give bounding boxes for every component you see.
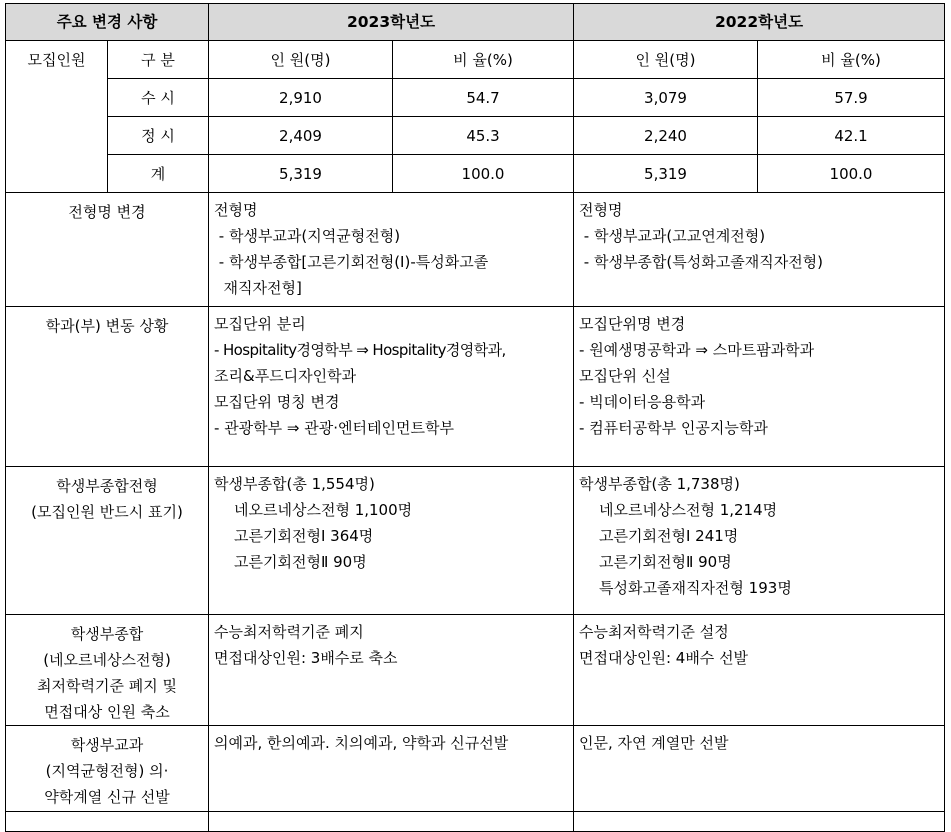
section-label-line: 최저학력기준 폐지 및 bbox=[37, 677, 177, 695]
header-changes: 주요 변경 사항 bbox=[6, 4, 209, 41]
empty-cell bbox=[6, 812, 209, 832]
ratio-2022: 42.1 bbox=[758, 117, 945, 155]
section-line: 모집단위 분리 bbox=[214, 315, 306, 333]
section-line: 모집단위 명칭 변경 bbox=[214, 393, 340, 411]
section-line: 재직자전형] bbox=[214, 279, 302, 297]
count-2023: 2,910 bbox=[209, 79, 393, 117]
section-line: 특성화고졸재직자전형 193명 bbox=[599, 579, 792, 597]
section-2022 bbox=[574, 615, 945, 726]
section-line: 면접대상인원: 4배수 선발 bbox=[579, 649, 749, 667]
count-2022: 3,079 bbox=[574, 79, 758, 117]
recruit-row-total bbox=[6, 155, 945, 193]
section-2023 bbox=[209, 726, 574, 812]
section-label bbox=[6, 726, 209, 812]
ratio-2023: 45.3 bbox=[393, 117, 574, 155]
section-line: - 원예생명공학과 ⇒ 스마트팜과학과 bbox=[579, 341, 815, 359]
section-line: 인문, 자연 계열만 선발 bbox=[579, 734, 729, 752]
section-2023 bbox=[209, 307, 574, 467]
section-2022 bbox=[574, 467, 945, 615]
section-line: 면접대상인원: 3배수로 축소 bbox=[214, 649, 398, 667]
section-label-line: 학과(부) 변동 상황 bbox=[45, 317, 169, 335]
recruit-row-susi bbox=[6, 79, 945, 117]
section-row bbox=[6, 726, 945, 812]
section-2022 bbox=[574, 307, 945, 467]
count-2022: 2,240 bbox=[574, 117, 758, 155]
section-line: 전형명 bbox=[579, 201, 623, 219]
sub-header: 구 분 bbox=[108, 41, 209, 79]
section-line: 학생부종합(총 1,554명) bbox=[214, 475, 375, 493]
section-2023 bbox=[209, 467, 574, 615]
header-2023: 2023학년도 bbox=[209, 4, 574, 41]
header-2022: 2022학년도 bbox=[574, 4, 945, 41]
admission-changes-table bbox=[5, 3, 945, 832]
section-line: 고른기회전형Ⅱ 90명 bbox=[599, 553, 732, 571]
section-line: 모집단위명 변경 bbox=[579, 315, 686, 333]
ratio-header-2023: 비 율(%) bbox=[393, 41, 574, 79]
section-label-line: 전형명 변경 bbox=[68, 203, 146, 221]
ratio-2023: 54.7 bbox=[393, 79, 574, 117]
recruit-row-jeongsi bbox=[6, 117, 945, 155]
section-label-line: 약학계열 신규 선발 bbox=[44, 788, 170, 806]
section-row bbox=[6, 467, 945, 615]
ratio-2023: 100.0 bbox=[393, 155, 574, 193]
section-line: 조리&푸드디자인학과 bbox=[214, 367, 357, 385]
ratio-header-2022: 비 율(%) bbox=[758, 41, 945, 79]
section-line: - 학생부교과(고교연계전형) bbox=[579, 227, 766, 245]
section-label-line: 학생부종합 bbox=[70, 625, 144, 643]
ratio-2022: 100.0 bbox=[758, 155, 945, 193]
section-label bbox=[6, 467, 209, 615]
section-line: - 관광학부 ⇒ 관광·엔터테인먼트학부 bbox=[214, 419, 454, 437]
section-2022 bbox=[574, 193, 945, 307]
section-label bbox=[6, 307, 209, 467]
section-line: - 학생부종합[고른기회전형(Ⅰ)-특성화고졸 bbox=[214, 253, 489, 271]
section-2023 bbox=[209, 615, 574, 726]
section-2022 bbox=[574, 726, 945, 812]
recruit-row-label: 정 시 bbox=[108, 117, 209, 155]
section-line: 네오르네상스전형 1,100명 bbox=[234, 501, 413, 519]
section-label-line: 학생부교과 bbox=[70, 736, 144, 754]
section-line: 수능최저학력기준 설정 bbox=[579, 623, 729, 641]
recruit-row-label: 계 bbox=[108, 155, 209, 193]
section-2023 bbox=[209, 193, 574, 307]
recruit-row-label: 수 시 bbox=[108, 79, 209, 117]
empty-cell bbox=[209, 812, 574, 832]
section-row bbox=[6, 615, 945, 726]
section-line: 전형명 bbox=[214, 201, 258, 219]
section-row bbox=[6, 193, 945, 307]
section-label-line: 학생부종합전형 bbox=[56, 477, 158, 495]
section-line: 네오르네상스전형 1,214명 bbox=[599, 501, 778, 519]
section-line: 수능최저학력기준 폐지 bbox=[214, 623, 364, 641]
section-label-line: (지역균형전형) 의· bbox=[45, 762, 169, 780]
section-line: 학생부종합(총 1,738명) bbox=[579, 475, 740, 493]
ratio-2022: 57.9 bbox=[758, 79, 945, 117]
empty-cell bbox=[574, 812, 945, 832]
section-line: - 컴퓨터공학부 인공지능학과 bbox=[579, 419, 768, 437]
count-2023: 2,409 bbox=[209, 117, 393, 155]
section-line: 고른기회전형Ⅰ 241명 bbox=[599, 527, 739, 545]
header-row bbox=[6, 4, 945, 41]
section-line: 고른기회전형Ⅱ 90명 bbox=[234, 553, 367, 571]
count-2022: 5,319 bbox=[574, 155, 758, 193]
section-line: 고른기회전형Ⅰ 364명 bbox=[234, 527, 374, 545]
section-line: 의예과, 한의예과. 치의예과, 약학과 신규선발 bbox=[214, 734, 509, 752]
section-row bbox=[6, 307, 945, 467]
section-label-line: (모집인원 반드시 표기) bbox=[31, 503, 183, 521]
section-line: - 빅데이터응용학과 bbox=[579, 393, 706, 411]
recruit-category: 모집인원 bbox=[6, 41, 108, 193]
count-header-2023: 인 원(명) bbox=[209, 41, 393, 79]
count-2023: 5,319 bbox=[209, 155, 393, 193]
section-line: - 학생부교과(지역균형전형) bbox=[214, 227, 401, 245]
section-label-line: (네오르네상스전형) bbox=[43, 651, 171, 669]
recruit-header-row bbox=[6, 41, 945, 79]
section-line: 모집단위 신설 bbox=[579, 367, 671, 385]
section-line: - Hospitality경영학부 ⇒ Hospitality경영학과, bbox=[214, 341, 506, 359]
section-line: - 학생부종합(특성화고졸재직자전형) bbox=[579, 253, 824, 271]
count-header-2022: 인 원(명) bbox=[574, 41, 758, 79]
section-label bbox=[6, 615, 209, 726]
section-label-line: 면접대상 인원 축소 bbox=[44, 703, 170, 721]
section-label bbox=[6, 193, 209, 307]
section-row-empty bbox=[6, 812, 945, 832]
